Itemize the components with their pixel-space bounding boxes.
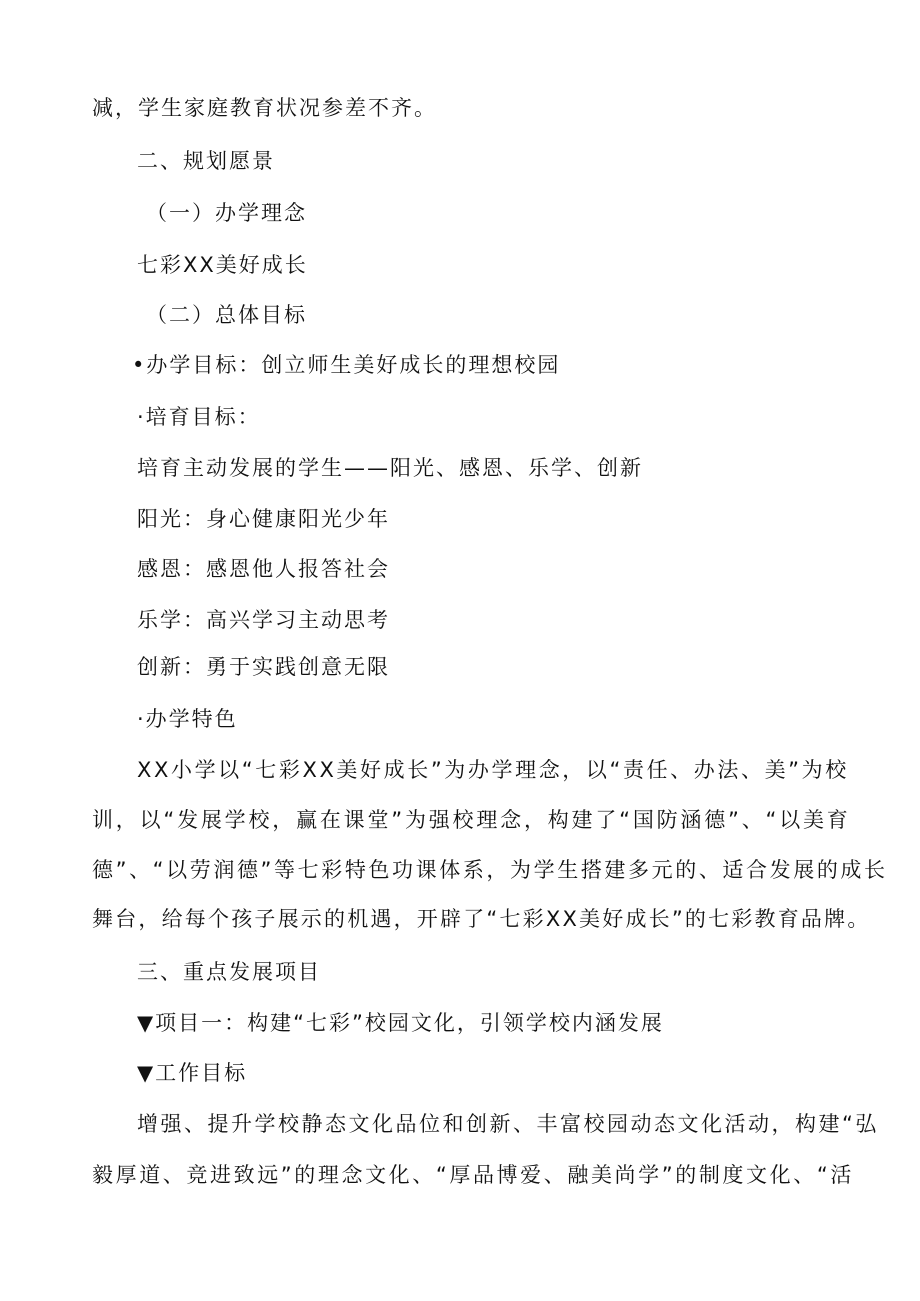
- features-paragraph-line-4: 舞台，给每个孩子展示的机遇，开辟了“七彩XX美好成长”的七彩教育品牌。: [92, 907, 871, 931]
- philosophy-statement: 七彩XX美好成长: [137, 253, 308, 277]
- cultivation-goal-summary: 培育主动发展的学生——阳光、感恩、乐学、创新: [137, 456, 643, 480]
- section-heading-key-projects: 三、重点发展项目: [137, 960, 321, 984]
- features-paragraph-line-2: 训，以“发展学校，赢在课堂”为强校理念，构建了“国防涵德”、“以美育: [92, 808, 851, 832]
- project-one-title: ▼项目一：构建“七彩”校园文化，引领学校内涵发展: [137, 1011, 664, 1035]
- bullet-school-features: ·办学特色: [137, 707, 238, 731]
- work-goal-heading: ▼工作目标: [137, 1061, 248, 1085]
- goal-gratitude: 感恩：感恩他人报答社会: [137, 557, 390, 581]
- work-goal-paragraph-line-2: 毅厚道、竞进致远”的理念文化、“厚品博爱、融美尚学”的制度文化、“活: [92, 1163, 854, 1187]
- goal-innovation: 创新：勇于实践创意无限: [137, 655, 390, 679]
- features-paragraph-line-3: 德”、“以劳润德”等七彩特色功课体系，为学生搭建多元的、适合发展的成长: [92, 858, 888, 882]
- features-paragraph-line-1: XX小学以“七彩XX美好成长”为办学理念，以“责任、办法、美”为校: [137, 758, 849, 782]
- goal-sunshine: 阳光：身心健康阳光少年: [137, 507, 390, 531]
- bullet-cultivation-goal: ·培育目标：: [137, 405, 261, 429]
- subheading-overall-goals: （二）总体目标: [146, 303, 307, 327]
- work-goal-paragraph-line-1: 增强、提升学校静态文化品位和创新、丰富校园动态文化活动，构建“弘: [137, 1112, 879, 1136]
- bullet-school-goal: •办学目标：创立师生美好成长的理想校园: [132, 353, 561, 377]
- text-line-1: 减，学生家庭教育状况参差不齐。: [92, 96, 437, 120]
- section-heading-planning-vision: 二、规划愿景: [137, 149, 275, 173]
- goal-happy-learning: 乐学：高兴学习主动思考: [137, 608, 390, 632]
- subheading-school-philosophy: （一）办学理念: [146, 201, 307, 225]
